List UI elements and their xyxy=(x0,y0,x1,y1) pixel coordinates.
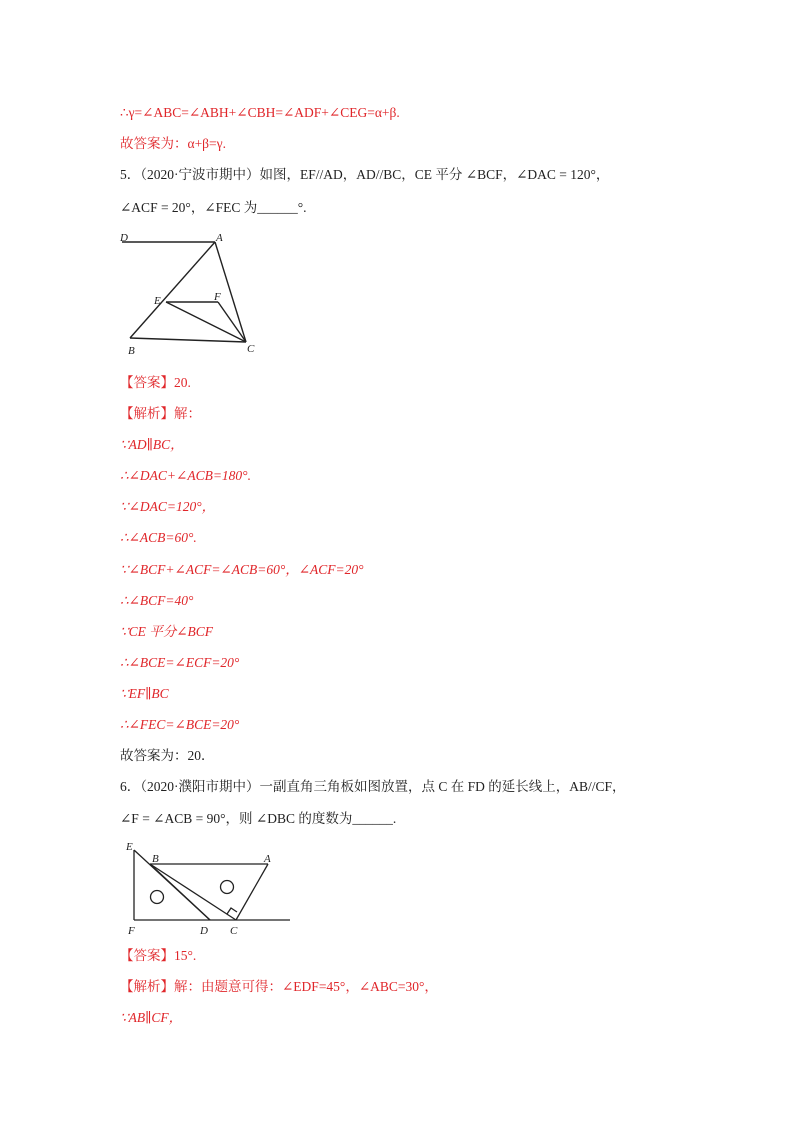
label-b: B xyxy=(128,345,135,357)
step: ∵CE 平分∠BCF xyxy=(120,624,214,639)
line-ec xyxy=(166,302,246,342)
step: ∴∠BCF=40° xyxy=(120,593,194,608)
step: ∴∠DAC+∠ACB=180°. xyxy=(120,468,251,483)
label-d: D xyxy=(120,232,128,244)
step: ∵AD∥BC， xyxy=(120,437,184,452)
text-line: 故答案为：α+β=γ. xyxy=(120,136,227,151)
label-b: B xyxy=(152,853,159,865)
question-5-line-1: 5．（2020·宁波市期中）如图，EF//AD，AD//BC，CE 平分 ∠BCF，∠DAC = 120°， xyxy=(120,167,610,182)
question-6-line-2: ∠F = ∠ACB = 90°，则 ∠DBC 的度数为______. xyxy=(120,811,397,826)
answer-5: 【答案】20. xyxy=(120,375,191,390)
line-bd xyxy=(150,864,210,920)
step: ∴∠BCE=∠ECF=20° xyxy=(120,655,240,670)
label-f: F xyxy=(214,291,221,303)
step: ∵AB∥CF， xyxy=(120,1010,183,1025)
right-angle-mark xyxy=(227,908,237,914)
text-line: ∴γ=∠ABC=∠ABH+∠CBH=∠ADF+∠CEG=α+β. xyxy=(120,105,400,120)
figure-6 xyxy=(124,838,296,936)
line-ac xyxy=(236,864,268,920)
conclusion-5: 故答案为：20． xyxy=(120,748,215,763)
line-fc xyxy=(218,302,246,342)
hole-left xyxy=(151,891,164,904)
step: ∵EF∥BC xyxy=(120,686,169,701)
analysis-5: 【解析】解： xyxy=(120,406,201,421)
line-ab xyxy=(130,242,215,338)
label-d: D xyxy=(200,925,208,936)
label-c: C xyxy=(247,343,255,355)
label-c: C xyxy=(230,925,238,936)
question-6-line-1: 6．（2020·濮阳市期中）一副直角三角板如图放置，点 C 在 FD 的延长线上，AB//CF， xyxy=(120,779,626,794)
label-a: A xyxy=(264,853,271,865)
label-f: F xyxy=(128,925,135,936)
label-e: E xyxy=(154,295,161,307)
step: ∵∠BCF+∠ACF=∠ACB=60°，∠ACF=20° xyxy=(120,562,364,577)
label-e: E xyxy=(126,841,133,853)
step: ∴∠ACB=60°. xyxy=(120,530,197,545)
step: ∵∠DAC=120°， xyxy=(120,499,216,514)
figure-5 xyxy=(118,230,268,360)
question-5-line-2: ∠ACF = 20°，∠FEC 为______°. xyxy=(120,200,307,215)
analysis-6: 【解析】解：由题意可得：∠EDF=45°，∠ABC=30°， xyxy=(120,979,438,994)
line-bc xyxy=(130,338,246,342)
hole-right xyxy=(221,881,234,894)
answer-6: 【答案】15°. xyxy=(120,948,197,963)
step: ∴∠FEC=∠BCE=20° xyxy=(120,717,240,732)
label-a: A xyxy=(216,232,223,244)
